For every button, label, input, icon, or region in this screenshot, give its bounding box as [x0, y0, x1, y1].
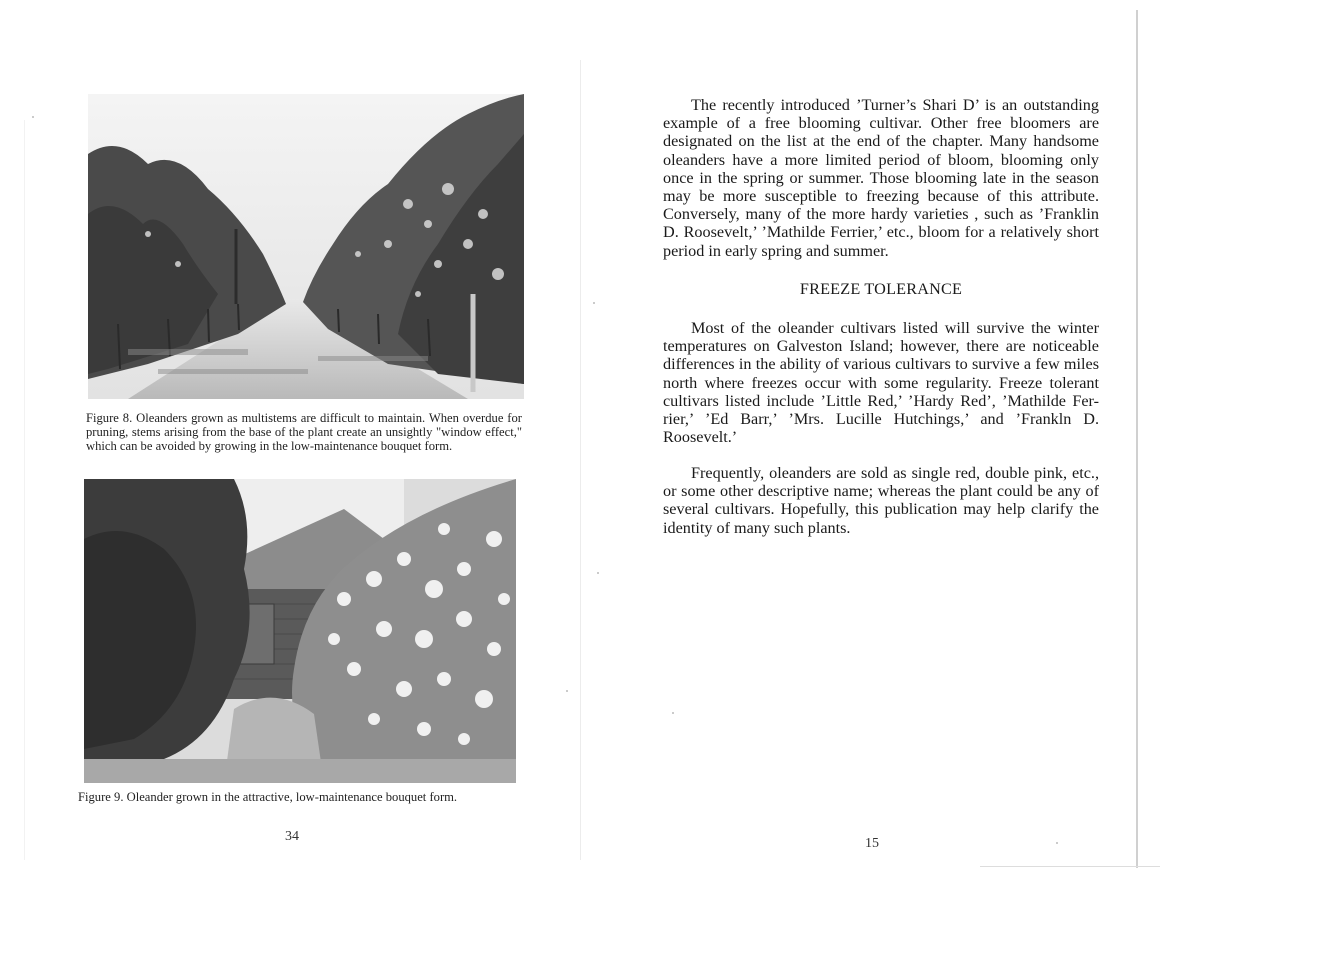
paragraph-free-blooming — [663, 96, 1099, 260]
scan-speck — [1056, 842, 1058, 844]
paragraph-freeze-tolerance — [663, 319, 1099, 446]
figure-9-photo — [84, 479, 516, 783]
scan-speck — [32, 116, 34, 118]
paragraph-text: Frequently, oleanders are sold as single red, double pink, etc., or some other descriptive name; whereas the plant could be any of several cultivars. Hopefully, this publication may help clarify the identity of many such plants. — [663, 464, 1099, 537]
figure-8-caption: Figure 8. Oleanders grown as multistems are difficult to maintain. When overdue for pruning, stems arising from the base of the plant create an unsightly "window effect," which can be avoided by growing in the low-maintenance bouquet form. — [86, 411, 522, 453]
figure-9-caption: Figure 9. Oleander grown in the attractive, low-maintenance bouquet form. — [78, 790, 458, 804]
left-page-number: 34 — [285, 829, 299, 844]
paragraph-text: Most of the oleander cultivars listed will survive the winter temperatures on Galveston Island; however, there are noticeable differences in the ability of various cultivars to survive a few miles north where freezes occur with some regularity. Freeze tolerant cultivars listed include ’Little Red,’ ’Hardy Red’, ’Mathilde Fer- rier,’ ’Ed Barr,’ ’Mrs. Lucille Hutchings,’ and ’Frankln D. Roosevelt.’ — [663, 319, 1099, 447]
paragraph-descriptive-names — [663, 464, 1099, 537]
scan-speck — [593, 302, 595, 304]
scan-edge-left — [24, 120, 25, 860]
scan-speck — [597, 572, 599, 574]
page-gutter — [580, 60, 581, 860]
right-page-number: 15 — [865, 836, 879, 851]
paragraph-text: The recently introduced ’Turner’s Shari D’ is an outstanding example of a free blooming cultivar. Other free bloomers are designated on the list at the end of the chapter. Many handsome oleanders have a more limited period of bloom, blooming only once in the spring or summer. Those blooming late in the season may be more susceptible to freezing because of this attribute. Conversely, many of the more hardy varieties , such as ’Franklin D. Roosevelt,’ ’Mathilde Ferrier,’ etc., bloom for a relatively short period in early spring and summer. — [663, 96, 1099, 260]
scan-mark-bottom — [980, 866, 1160, 867]
scan-speck — [566, 690, 568, 692]
section-heading-freeze-tolerance: FREEZE TOLERANCE — [799, 280, 963, 298]
scan-speck — [672, 712, 674, 714]
figure-8-photo — [88, 94, 524, 399]
scan-edge-right — [1136, 10, 1138, 868]
